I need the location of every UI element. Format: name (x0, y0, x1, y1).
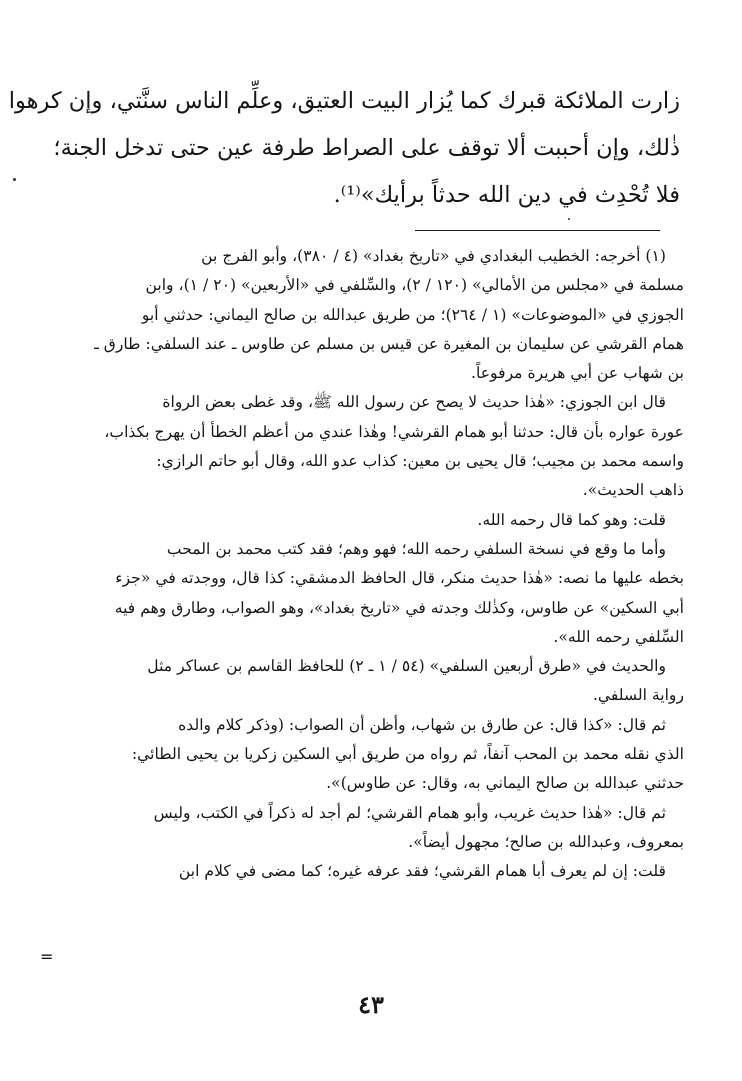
footnote-paragraph (44, 388, 684, 505)
footnote-line: الذي نقله محمد بن المحب آنفاً، ثم رواه من طريق أبي السكين زكريا بن يحيى الطائي: (131, 745, 684, 764)
footnote-line: قلت: وهو كما قال رحمه الله. (477, 510, 666, 529)
footnote-line: حدثني عبدالله بن صالح اليماني به، وقال: عن طاوس)». (326, 774, 684, 793)
footnotes (44, 242, 684, 887)
footnote-paragraph (44, 799, 684, 858)
continuation-mark: = (40, 947, 54, 966)
footnote-line: والحديث في «طرق أربعين السلفي» (٥٤ / ١ ـ ٢) للحافظ القاسم بن عساكر مثل (147, 657, 666, 676)
footnote-line: رواية السلفي. (592, 686, 684, 705)
footnote-line: واسمه محمد بن مجيب؛ قال يحيى بن معين: كذاب عدو الله، وقال أبو حاتم الرازي: (156, 452, 684, 471)
footnote-line: بخطه عليها ما نصه: «هٰذا حديث منكر، قال الحافظ الدمشقي: كذا قال، ووجدته في «جزء (115, 569, 684, 588)
footnote-separator (415, 230, 660, 231)
footnote-line: ذاهب الحديث». (582, 481, 684, 500)
footnote-line: قلت: إن لم يعرف أبا همام القرشي؛ فقد عرفه غيره؛ كما مضى في كلام ابن (178, 862, 666, 881)
main-line: زارت الملائكة قبرك كما يُزار البيت العتيق، وعلِّم الناس سنَّتي، وإن كرهوا (8, 88, 680, 114)
footnote-line: ثم قال: «كذا قال: عن طارق بن شهاب، وأظن أن الصواب: (وذكر كلام والده (178, 715, 666, 734)
footnote-line: همام القرشي عن سليمان بن المغيرة عن قيس بن مسلم عن طاوس ـ عند السلفي: طارق ـ (94, 334, 684, 353)
main-line: فلا تُحْدِث في دين الله حدثاً برأيك»⁽¹⁾. (333, 182, 680, 208)
footnote-line: الجوزي في «الموضوعات» (١ / ٢٦٤)؛ من طريق عبدالله بن صالح اليماني: حدثني أبو (141, 305, 684, 324)
footnote-line: عورة عواره بأن قال: حدثنا أبو همام القرشي! وهٰذا عندي من أعظم الخطأ أن يهرج بكذاب، (104, 422, 684, 441)
footnote-line: وأما ما وقع في نسخة السلفي رحمه الله؛ فهو وهم؛ فقد كتب محمد بن المحب (166, 539, 666, 558)
footnote-paragraph (44, 711, 684, 799)
footnote-line: السِّلفي رحمه الله». (553, 627, 684, 646)
footnote-line: قال ابن الجوزي: «هٰذا حديث لا يصح عن رسول الله ﷺ، وقد غطى بعض الرواة (162, 393, 666, 412)
scan-speck (13, 178, 16, 181)
footnote-line: ثم قال: «هٰذا حديث غريب، وأبو همام القرشي؛ لم أجد له ذكراً في الكتب، وليس (153, 803, 666, 822)
main-text (8, 78, 680, 219)
footnote-line: مسلمة في «مجلس من الأمالي» (١٢٠ / ٢)، والسِّلفي في «الأربعين» (٢٠ / ١)، وابن (145, 276, 684, 295)
page-number: ٤٣ (358, 990, 384, 1019)
main-line: ذٰلك، وإن أحببت ألا توقف على الصراط طرفة عين حتى تدخل الجنة؛ (53, 135, 680, 161)
footnote-paragraph (44, 857, 684, 886)
footnote-line: بمعروف، وعبدالله بن صالح؛ مجهول أيضاً». (408, 832, 684, 851)
footnote-paragraph (44, 535, 684, 652)
footnote-paragraph (44, 506, 684, 535)
footnote-line: بن شهاب عن أبي هريرة مرفوعاً. (471, 364, 684, 383)
footnote-paragraph (44, 652, 684, 711)
scan-speck (568, 218, 570, 220)
footnote-paragraph (44, 242, 684, 388)
footnote-line: (١) أخرجه: الخطيب البغدادي في «تاريخ بغداد» (٤ / ٣٨٠)، وأبو الفرج بن (201, 247, 666, 265)
footnote-line: أبي السكين» عن طاوس، وكذٰلك وجدته في «تاريخ بغداد»، وهو الصواب، وطارق وهم فيه (114, 598, 684, 617)
